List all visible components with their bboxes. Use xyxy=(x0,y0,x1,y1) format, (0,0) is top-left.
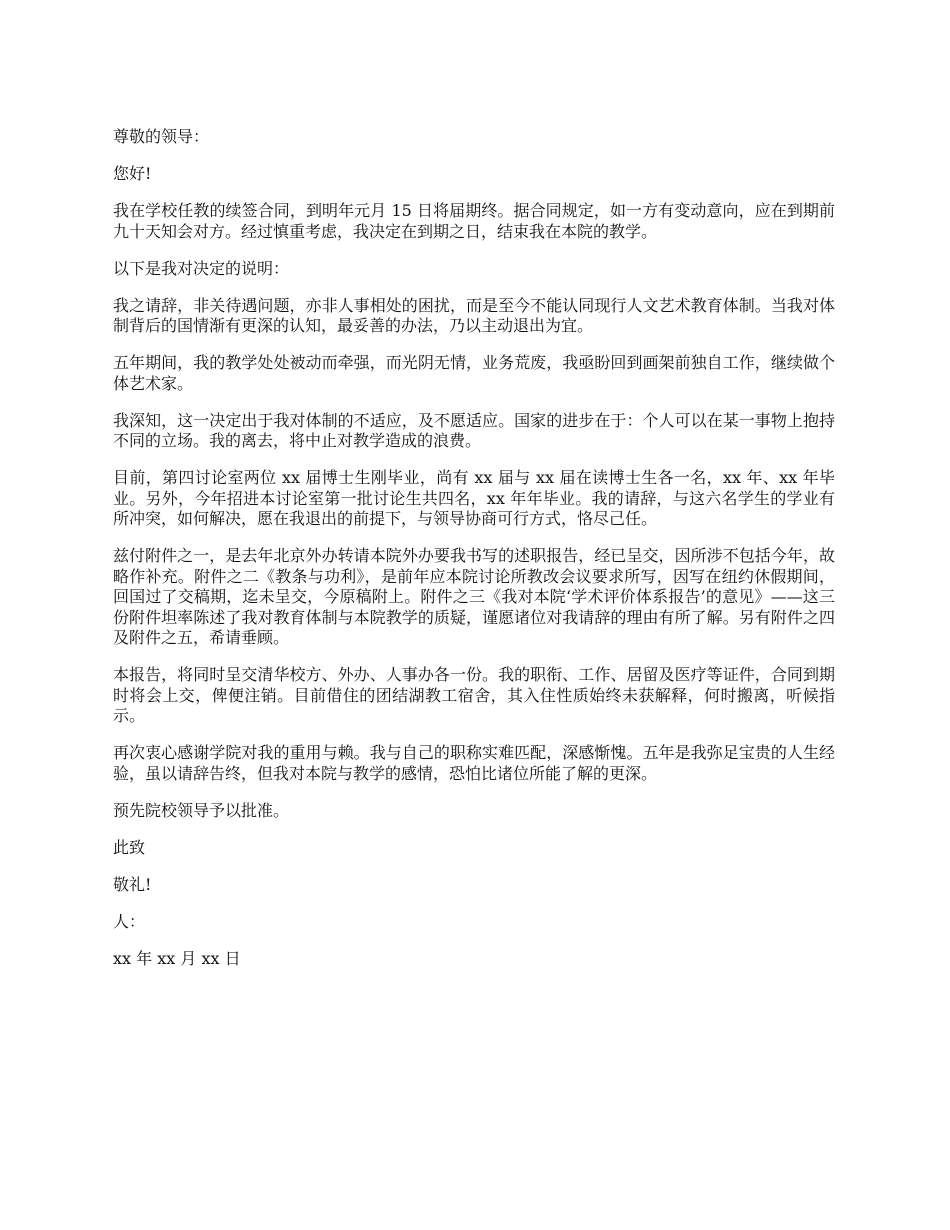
body-paragraph-2: 以下是我对决定的说明： xyxy=(113,258,290,278)
body-paragraph-1: 我在学校任教的续签合同，到明年元月 15 日将届期终。据合同规定，如一方有变动意向，应在到期前九十天知会对方。经过慎重考虑，我决定在到期之日，结束我在本院的教学。 xyxy=(113,201,835,241)
body-paragraph-5: 我深知，这一决定出于我对体制的不适应，及不愿适应。国家的进步在于：个人可以在某一事物上抱持不同的立场。我的离去，将中止对教学造成的浪费。 xyxy=(113,410,835,450)
closing-line-2: 敬礼! xyxy=(113,874,152,894)
body-paragraph-9: 再次衷心感谢学院对我的重用与赖。我与自己的职称实难匹配，深感惭愧。五年是我弥足宝贵的人生经验，虽以请辞告终，但我对本院与教学的感情，恐怕比诸位所能了解的更深。 xyxy=(113,743,835,783)
resignation-letter xyxy=(113,127,835,986)
body-paragraph-7: 兹付附件之一，是去年北京外办转请本院外办要我书写的述职报告，经已呈交，因所涉不包括今年，故略作补充。附件之二《教条与功利》，是前年应本院讨论所教改会议要求所写，因写在纽约休假期间，回国过了交稿期，迄未呈交，今原稿附上。附件之三《我对本院‘学术评价体系报告’的意见》——这三份附件坦率陈述了我对教育体制与本院教学的质疑，谨愿诸位对我请辞的理由有所了解。另有附件之四及附件之五，希请垂顾。 xyxy=(113,546,835,647)
body-paragraph-10: 预先院校领导予以批准。 xyxy=(113,800,290,820)
salutation: 尊敬的领导： xyxy=(113,127,210,146)
body-paragraph-3: 我之请辞，非关待遇问题，亦非人事相处的困扰，而是至今不能认同现行人文艺术教育体制。当我对体制背后的国情渐有更深的认知，最妥善的办法，乃以主动退出为宜。 xyxy=(113,295,835,335)
greeting: 您好! xyxy=(113,164,152,183)
closing-line-1: 此致 xyxy=(113,837,146,857)
body-paragraph-4: 五年期间，我的教学处处被动而牵强，而光阴无情，业务荒废，我亟盼回到画架前独自工作，继续做个体艺术家。 xyxy=(113,353,835,393)
body-paragraph-8: 本报告，将同时呈交清华校方、外办、人事办各一份。我的职衔、工作、居留及医疗等证件，合同到期时将会上交，俾便注销。目前借住的团结湖教工宿舍，其入住性质始终未获解释，何时搬离，听候指示。 xyxy=(113,665,835,725)
date-line: xx 年 xx 月 xx 日 xyxy=(113,948,241,968)
signer-line: 人： xyxy=(113,911,146,931)
body-paragraph-6: 目前，第四讨论室两位 xx 届博士生刚毕业，尚有 xx 届与 xx 届在读博士生各一名，xx 年、xx 年毕业。另外，今年招进本讨论室第一批讨论生共四名，xx 年年毕业。我的请辞，与这六名学生的学业有所冲突，如何解决，愿在我退出的前提下，与领导协商可行方式，恪尽己任。 xyxy=(113,468,835,528)
